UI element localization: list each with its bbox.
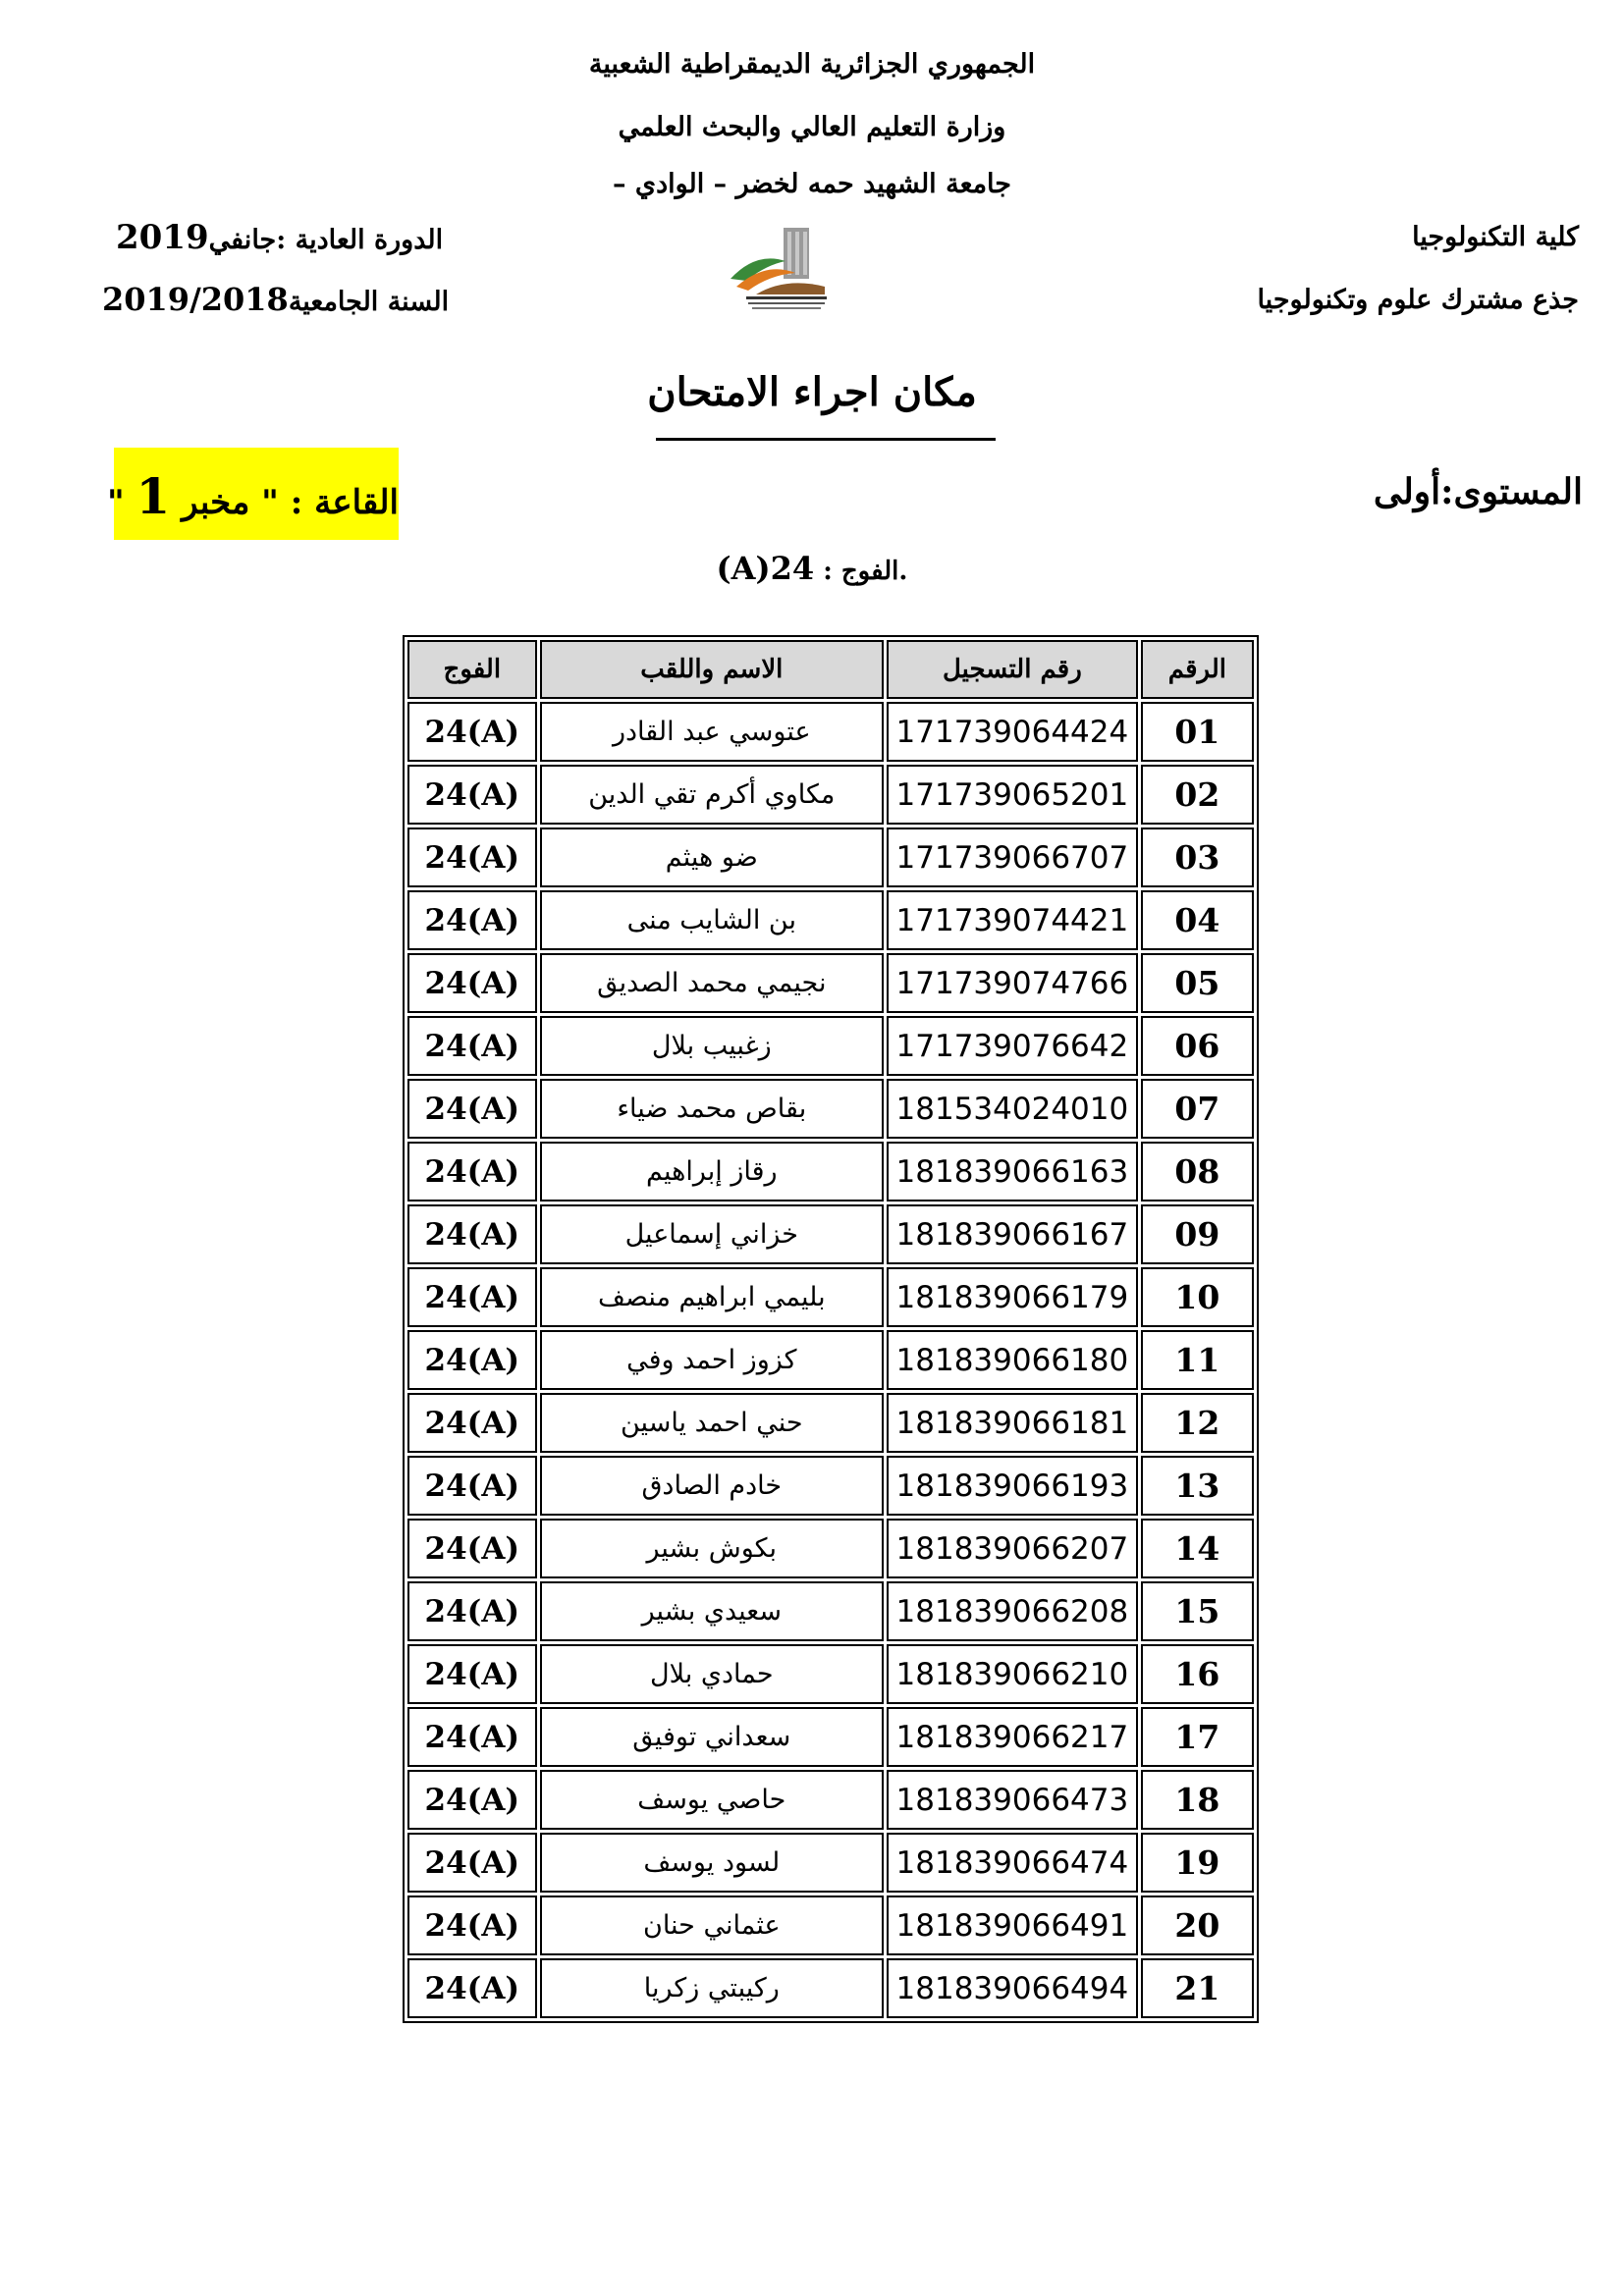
academic-year-label: السنة الجامعية <box>288 287 450 317</box>
registration-number: 171739065201 <box>887 765 1138 825</box>
table-row <box>407 1519 1254 1578</box>
table-row <box>407 1204 1254 1264</box>
registration-number: 181839066163 <box>887 1142 1138 1201</box>
university-title: جامعة الشهيد حمه لخضر – الوادي – <box>613 169 1011 199</box>
row-number: 17 <box>1141 1707 1254 1767</box>
registration-number: 181839066167 <box>887 1204 1138 1264</box>
table-row <box>407 1770 1254 1830</box>
registration-number: 181839066474 <box>887 1833 1138 1893</box>
registration-number: 181839066179 <box>887 1267 1138 1327</box>
student-group: 24(A) <box>407 1519 537 1578</box>
table-row <box>407 890 1254 950</box>
student-name: ضو هيثم <box>540 828 884 887</box>
row-number: 08 <box>1141 1142 1254 1201</box>
table-row <box>407 953 1254 1013</box>
registration-number: 181839066217 <box>887 1707 1138 1767</box>
student-name: مكاوي أكرم تقي الدين <box>540 765 884 825</box>
row-number: 13 <box>1141 1456 1254 1516</box>
student-group: 24(A) <box>407 1204 537 1264</box>
row-number: 18 <box>1141 1770 1254 1830</box>
student-name: كزوز احمد وفي <box>540 1330 884 1390</box>
table-row <box>407 1896 1254 1955</box>
student-name: بن الشايب منى <box>540 890 884 950</box>
student-group: 24(A) <box>407 1393 537 1453</box>
hall-highlight <box>106 448 399 540</box>
hall-name: مخبر <box>182 483 250 522</box>
group-line <box>0 550 1624 587</box>
registration-number: 181839066193 <box>887 1456 1138 1516</box>
group-label: .الفوج : <box>823 557 908 586</box>
student-name: عثماني حنان <box>540 1896 884 1955</box>
registration-number: 181839066181 <box>887 1393 1138 1453</box>
registration-number: 171739076642 <box>887 1016 1138 1076</box>
student-group: 24(A) <box>407 828 537 887</box>
student-name: خزاني إسماعيل <box>540 1204 884 1264</box>
student-name: لسود يوسف <box>540 1833 884 1893</box>
row-number: 10 <box>1141 1267 1254 1327</box>
student-name: نجيمي محمد الصديق <box>540 953 884 1013</box>
student-name: حاصي يوسف <box>540 1770 884 1830</box>
registration-number: 171739066707 <box>887 828 1138 887</box>
student-group: 24(A) <box>407 1707 537 1767</box>
session-year: 2019 <box>116 218 209 257</box>
student-group: 24(A) <box>407 702 537 762</box>
row-number: 07 <box>1141 1079 1254 1139</box>
registration-number: 181534024010 <box>887 1079 1138 1139</box>
group-suffix: (A) <box>716 550 771 587</box>
student-group: 24(A) <box>407 1644 537 1704</box>
hall-text <box>106 467 399 525</box>
student-name: عتوسي عبد القادر <box>540 702 884 762</box>
row-number: 20 <box>1141 1896 1254 1955</box>
student-name: بليمي ابراهيم منصف <box>540 1267 884 1327</box>
university-logo <box>727 222 833 316</box>
registration-number: 181839066207 <box>887 1519 1138 1578</box>
table-row <box>407 828 1254 887</box>
students-table <box>403 635 1259 2023</box>
table-row <box>407 1707 1254 1767</box>
student-name: زغبيب بلال <box>540 1016 884 1076</box>
row-number: 01 <box>1141 702 1254 762</box>
table-row <box>407 1581 1254 1641</box>
student-group: 24(A) <box>407 1142 537 1201</box>
student-group: 24(A) <box>407 1958 537 2018</box>
table-row <box>407 1456 1254 1516</box>
table-row <box>407 1393 1254 1453</box>
session-info <box>116 218 443 257</box>
row-number: 04 <box>1141 890 1254 950</box>
group-value: 24 <box>770 550 815 587</box>
student-group: 24(A) <box>407 1456 537 1516</box>
row-number: 14 <box>1141 1519 1254 1578</box>
student-group: 24(A) <box>407 1581 537 1641</box>
table-row <box>407 765 1254 825</box>
student-name: سعداني توفيق <box>540 1707 884 1767</box>
table-row <box>407 1079 1254 1139</box>
table-header-row <box>407 640 1254 699</box>
header-reg: رقم التسجيل <box>887 640 1138 699</box>
registration-number: 171739074766 <box>887 953 1138 1013</box>
table-row <box>407 702 1254 762</box>
registration-number: 181839066473 <box>887 1770 1138 1830</box>
student-name: سعيدي بشير <box>540 1581 884 1641</box>
header-group: الفوج <box>407 640 537 699</box>
row-number: 05 <box>1141 953 1254 1013</box>
registration-number: 181839066494 <box>887 1958 1138 2018</box>
row-number: 12 <box>1141 1393 1254 1453</box>
table-row <box>407 1958 1254 2018</box>
student-name: حني احمد ياسين <box>540 1393 884 1453</box>
ministry-title: وزارة التعليم العالي والبحث العلمي <box>618 112 1006 142</box>
student-group: 24(A) <box>407 953 537 1013</box>
academic-year-info <box>102 281 449 318</box>
table-row <box>407 1016 1254 1076</box>
row-number: 19 <box>1141 1833 1254 1893</box>
session-label: الدورة العادية :جانفي <box>208 225 444 255</box>
department-name: جذع مشترك علوم وتكنولوجيا <box>1257 285 1579 315</box>
student-group: 24(A) <box>407 1833 537 1893</box>
row-number: 21 <box>1141 1958 1254 2018</box>
table-body <box>407 702 1254 2018</box>
header-name: الاسم واللقب <box>540 640 884 699</box>
student-group: 24(A) <box>407 1770 537 1830</box>
student-group: 24(A) <box>407 1896 537 1955</box>
student-name: بقاص محمد ضياء <box>540 1079 884 1139</box>
student-group: 24(A) <box>407 1016 537 1076</box>
student-group: 24(A) <box>407 1330 537 1390</box>
table-row <box>407 1267 1254 1327</box>
student-group: 24(A) <box>407 890 537 950</box>
table-row <box>407 1833 1254 1893</box>
republic-title: الجمهوري الجزائرية الديمقراطية الشعبية <box>588 49 1036 80</box>
row-number: 11 <box>1141 1330 1254 1390</box>
header-num: الرقم <box>1141 640 1254 699</box>
student-name: بكوش بشير <box>540 1519 884 1578</box>
student-group: 24(A) <box>407 1267 537 1327</box>
student-name: ركيبتي زكريا <box>540 1958 884 2018</box>
registration-number: 181839066491 <box>887 1896 1138 1955</box>
table-row <box>407 1330 1254 1390</box>
row-number: 09 <box>1141 1204 1254 1264</box>
row-number: 16 <box>1141 1644 1254 1704</box>
student-name: خادم الصادق <box>540 1456 884 1516</box>
academic-year-value: 2019/2018 <box>102 281 289 318</box>
student-group: 24(A) <box>407 765 537 825</box>
level-label: المستوى:أولى <box>1373 471 1583 512</box>
table-row <box>407 1644 1254 1704</box>
row-number: 02 <box>1141 765 1254 825</box>
title-underline <box>656 438 996 441</box>
row-number: 06 <box>1141 1016 1254 1076</box>
registration-number: 181839066208 <box>887 1581 1138 1641</box>
registration-number: 171739064424 <box>887 702 1138 762</box>
faculty-name: كلية التكنولوجيا <box>1412 222 1579 252</box>
student-name: حمادي بلال <box>540 1644 884 1704</box>
page-title: مكان اجراء الامتحان <box>647 369 977 415</box>
table-row <box>407 1142 1254 1201</box>
student-group: 24(A) <box>407 1079 537 1139</box>
registration-number: 171739074421 <box>887 890 1138 950</box>
student-name: رقاز إبراهيم <box>540 1142 884 1201</box>
row-number: 15 <box>1141 1581 1254 1641</box>
row-number: 03 <box>1141 828 1254 887</box>
registration-number: 181839066180 <box>887 1330 1138 1390</box>
registration-number: 181839066210 <box>887 1644 1138 1704</box>
hall-number: 1 <box>135 467 171 525</box>
hall-label: القاعة : " <box>261 483 399 522</box>
hall-close: " <box>106 483 125 522</box>
